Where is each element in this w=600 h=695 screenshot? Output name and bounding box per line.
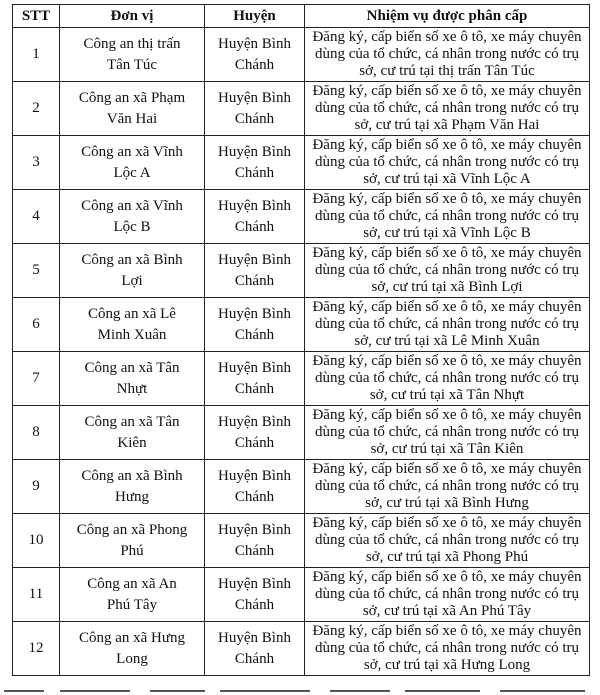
cell-task-line: sở, cư trú tại xã Lê Minh Xuân <box>354 333 540 349</box>
cell-task <box>305 568 590 622</box>
cell-district-line: Huyện Bình <box>218 413 291 430</box>
cell-task-line: sở, cư trú tại thị trấn Tân Túc <box>359 63 535 79</box>
cell-unit-line: Công an xã Tân <box>84 413 180 430</box>
cell-district-line: Chánh <box>234 650 275 667</box>
cell-task <box>305 406 590 460</box>
cell-task-line: Đăng ký, cấp biển số xe ô tô, xe máy chuyên <box>312 191 582 207</box>
cell-task-line: dùng của tổ chức, cá nhân trong nước có trụ <box>314 208 580 224</box>
cell-unit-line: Công an xã Tân <box>84 359 180 376</box>
cell-unit-line: Công an xã Vĩnh <box>81 143 183 160</box>
cell-task-line: dùng của tổ chức, cá nhân trong nước có trụ <box>314 532 580 548</box>
cell-unit <box>60 244 205 298</box>
cell-district-line: Chánh <box>234 596 275 613</box>
table-row <box>13 82 590 136</box>
cell-unit-line: Văn Hai <box>106 110 158 127</box>
cell-task-line: dùng của tổ chức, cá nhân trong nước có trụ <box>314 586 580 602</box>
cell-district <box>205 460 305 514</box>
cell-task-line: sở, cư trú tại xã Vĩnh Lộc A <box>363 171 531 187</box>
cell-task <box>305 190 590 244</box>
cell-task-line: sở, cư trú tại xã An Phú Tây <box>362 603 532 619</box>
table-header-row <box>13 5 590 28</box>
cell-task-line: dùng của tổ chức, cá nhân trong nước có trụ <box>314 478 580 494</box>
cell-stt <box>13 28 60 82</box>
cell-unit-line: Hưng <box>115 488 149 505</box>
cell-district-line: Huyện Bình <box>218 575 291 592</box>
cell-task-line: sở, cư trú tại xã Phạm Văn Hai <box>354 117 540 133</box>
cell-district-line: Huyện Bình <box>218 467 291 484</box>
cell-unit-line: Phú Tây <box>106 596 158 613</box>
cell-stt <box>13 244 60 298</box>
cell-unit <box>60 136 205 190</box>
cell-district <box>205 352 305 406</box>
cell-district <box>205 136 305 190</box>
table-row <box>13 514 590 568</box>
cell-unit <box>60 622 205 676</box>
header-district: Huyện <box>205 5 305 28</box>
cell-stt-line: 7 <box>32 370 40 386</box>
cell-task-line: Đăng ký, cấp biển số xe ô tô, xe máy chuyên <box>312 137 582 153</box>
table-row <box>13 568 590 622</box>
cell-stt-line: 1 <box>32 46 40 62</box>
cell-task-line: Đăng ký, cấp biển số xe ô tô, xe máy chuyên <box>312 407 582 423</box>
cell-unit <box>60 568 205 622</box>
cell-task-line: sở, cư trú tại xã Hưng Long <box>363 657 531 673</box>
cell-district-line: Huyện Bình <box>218 197 291 214</box>
cell-unit-line: Công an xã An <box>87 575 177 592</box>
cell-district-line: Chánh <box>234 218 275 235</box>
cell-district <box>205 190 305 244</box>
cell-task <box>305 460 590 514</box>
cell-task-line: sở, cư trú tại xã Bình Lợi <box>371 279 523 295</box>
cell-unit-line: Lộc A <box>113 164 151 181</box>
cell-task-line: Đăng ký, cấp biển số xe ô tô, xe máy chuyên <box>312 515 582 531</box>
cell-district-line: Huyện Bình <box>218 305 291 322</box>
cell-district-line: Huyện Bình <box>218 35 291 52</box>
cell-district-line: Chánh <box>234 56 275 73</box>
cell-task-line: Đăng ký, cấp biển số xe ô tô, xe máy chuyên <box>312 299 582 315</box>
cell-unit <box>60 28 205 82</box>
cell-district <box>205 28 305 82</box>
cell-unit-line: Lợi <box>121 272 143 289</box>
cell-stt <box>13 352 60 406</box>
cell-stt <box>13 406 60 460</box>
cell-district-line: Huyện Bình <box>218 251 291 268</box>
table-body <box>13 28 590 676</box>
cell-district <box>205 406 305 460</box>
cell-district <box>205 244 305 298</box>
cell-unit-line: Công an xã Vĩnh <box>81 197 183 214</box>
cell-task-line: Đăng ký, cấp biển số xe ô tô, xe máy chuyên <box>312 83 582 99</box>
header-stt: STT <box>13 5 60 28</box>
cell-unit-line: Kiên <box>117 434 147 451</box>
cell-stt <box>13 460 60 514</box>
cell-unit-line: Công an xã Bình <box>81 251 183 268</box>
cell-unit <box>60 298 205 352</box>
cell-unit <box>60 406 205 460</box>
cell-district <box>205 568 305 622</box>
cell-unit <box>60 460 205 514</box>
cell-district-line: Huyện Bình <box>218 521 291 538</box>
cell-stt <box>13 298 60 352</box>
header-unit: Đơn vị <box>60 5 205 28</box>
cell-task <box>305 298 590 352</box>
cell-district-line: Chánh <box>234 542 275 559</box>
cell-district <box>205 514 305 568</box>
cell-district-line: Huyện Bình <box>218 629 291 646</box>
cell-stt <box>13 82 60 136</box>
table-row <box>13 352 590 406</box>
cell-task-line: Đăng ký, cấp biển số xe ô tô, xe máy chuyên <box>312 569 582 585</box>
cell-task <box>305 244 590 298</box>
cell-task-line: Đăng ký, cấp biển số xe ô tô, xe máy chuyên <box>312 461 582 477</box>
cell-task-line: Đăng ký, cấp biển số xe ô tô, xe máy chuyên <box>312 245 582 261</box>
cell-stt <box>13 622 60 676</box>
cell-task-line: Đăng ký, cấp biển số xe ô tô, xe máy chuyên <box>312 623 582 639</box>
cell-district-line: Chánh <box>234 272 275 289</box>
cell-task-line: Đăng ký, cấp biển số xe ô tô, xe máy chuyên <box>312 353 582 369</box>
cell-task-line: dùng của tổ chức, cá nhân trong nước có trụ <box>314 370 580 386</box>
cell-task-line: dùng của tổ chức, cá nhân trong nước có trụ <box>314 640 580 656</box>
cell-task-line: sở, cư trú tại xã Tân Nhựt <box>369 387 525 403</box>
cell-district-line: Chánh <box>234 326 275 343</box>
cell-unit <box>60 514 205 568</box>
cell-district-line: Huyện Bình <box>218 359 291 376</box>
header-task: Nhiệm vụ được phân cấp <box>305 5 590 28</box>
cell-unit-line: Công an xã Lê <box>88 305 176 322</box>
cell-task-line: sở, cư trú tại xã Phong Phú <box>365 549 529 565</box>
table-row <box>13 28 590 82</box>
cell-stt-line: 3 <box>32 154 40 170</box>
cell-task-line: dùng của tổ chức, cá nhân trong nước có trụ <box>314 46 580 62</box>
cell-unit <box>60 352 205 406</box>
cell-district-line: Chánh <box>234 434 275 451</box>
cell-stt <box>13 514 60 568</box>
cell-stt-line: 4 <box>32 208 40 224</box>
cell-district-line: Chánh <box>234 380 275 397</box>
cell-stt-line: 11 <box>28 586 44 602</box>
cell-task-line: dùng của tổ chức, cá nhân trong nước có trụ <box>314 316 580 332</box>
cell-district <box>205 298 305 352</box>
table-row <box>13 136 590 190</box>
cell-unit-line: Tân Túc <box>106 56 158 73</box>
cell-unit-line: Công an xã Phong <box>76 521 188 538</box>
cell-task-line: sở, cư trú tại xã Vĩnh Lộc B <box>363 225 531 241</box>
cell-task <box>305 136 590 190</box>
cell-unit <box>60 82 205 136</box>
table-row <box>13 406 590 460</box>
cell-task <box>305 352 590 406</box>
table-row <box>13 622 590 676</box>
cell-unit-line: Minh Xuân <box>97 326 167 343</box>
cell-unit-line: Nhựt <box>116 380 148 397</box>
cell-stt <box>13 190 60 244</box>
cell-task-line: dùng của tổ chức, cá nhân trong nước có trụ <box>314 154 580 170</box>
cell-task <box>305 514 590 568</box>
cell-stt-line: 6 <box>32 316 40 332</box>
cell-district-line: Huyện Bình <box>218 89 291 106</box>
cell-district-line: Chánh <box>234 488 275 505</box>
cell-unit-line: Công an xã Phạm <box>78 89 186 106</box>
cell-task-line: dùng của tổ chức, cá nhân trong nước có trụ <box>314 424 580 440</box>
cell-unit-line: Công an xã Hưng <box>78 629 186 646</box>
table-row <box>13 244 590 298</box>
cell-stt-line: 5 <box>32 262 40 278</box>
cell-task <box>305 622 590 676</box>
assignment-table <box>12 4 590 676</box>
cell-unit-line: Long <box>116 650 148 667</box>
cell-task <box>305 82 590 136</box>
table-row <box>13 190 590 244</box>
cell-district-line: Chánh <box>234 110 275 127</box>
table-row <box>13 460 590 514</box>
cell-unit-line: Công an xã Bình <box>81 467 183 484</box>
cell-stt-line: 2 <box>32 100 40 116</box>
table-row <box>13 298 590 352</box>
cell-district <box>205 82 305 136</box>
cell-unit-line: Phú <box>120 542 144 559</box>
cropped-next-line <box>0 688 600 695</box>
cell-stt-line: 8 <box>32 424 40 440</box>
cell-unit-line: Công an thị trấn <box>83 35 181 52</box>
cell-district-line: Huyện Bình <box>218 143 291 160</box>
cell-task-line: sở, cư trú tại xã Tân Kiên <box>370 441 524 457</box>
cell-stt-line: 9 <box>32 478 40 494</box>
cell-unit <box>60 190 205 244</box>
cell-stt-line: 12 <box>28 640 44 656</box>
cell-task-line: Đăng ký, cấp biển số xe ô tô, xe máy chuyên <box>312 29 582 45</box>
cell-task-line: dùng của tổ chức, cá nhân trong nước có trụ <box>314 100 580 116</box>
cell-district <box>205 622 305 676</box>
cell-task-line: sở, cư trú tại xã Bình Hưng <box>365 495 529 511</box>
cell-district-line: Chánh <box>234 164 275 181</box>
cell-stt-line: 10 <box>28 532 44 548</box>
cell-unit-line: Lộc B <box>113 218 151 235</box>
cell-stt <box>13 568 60 622</box>
cell-task-line: dùng của tổ chức, cá nhân trong nước có trụ <box>314 262 580 278</box>
cell-stt <box>13 136 60 190</box>
cell-task <box>305 28 590 82</box>
